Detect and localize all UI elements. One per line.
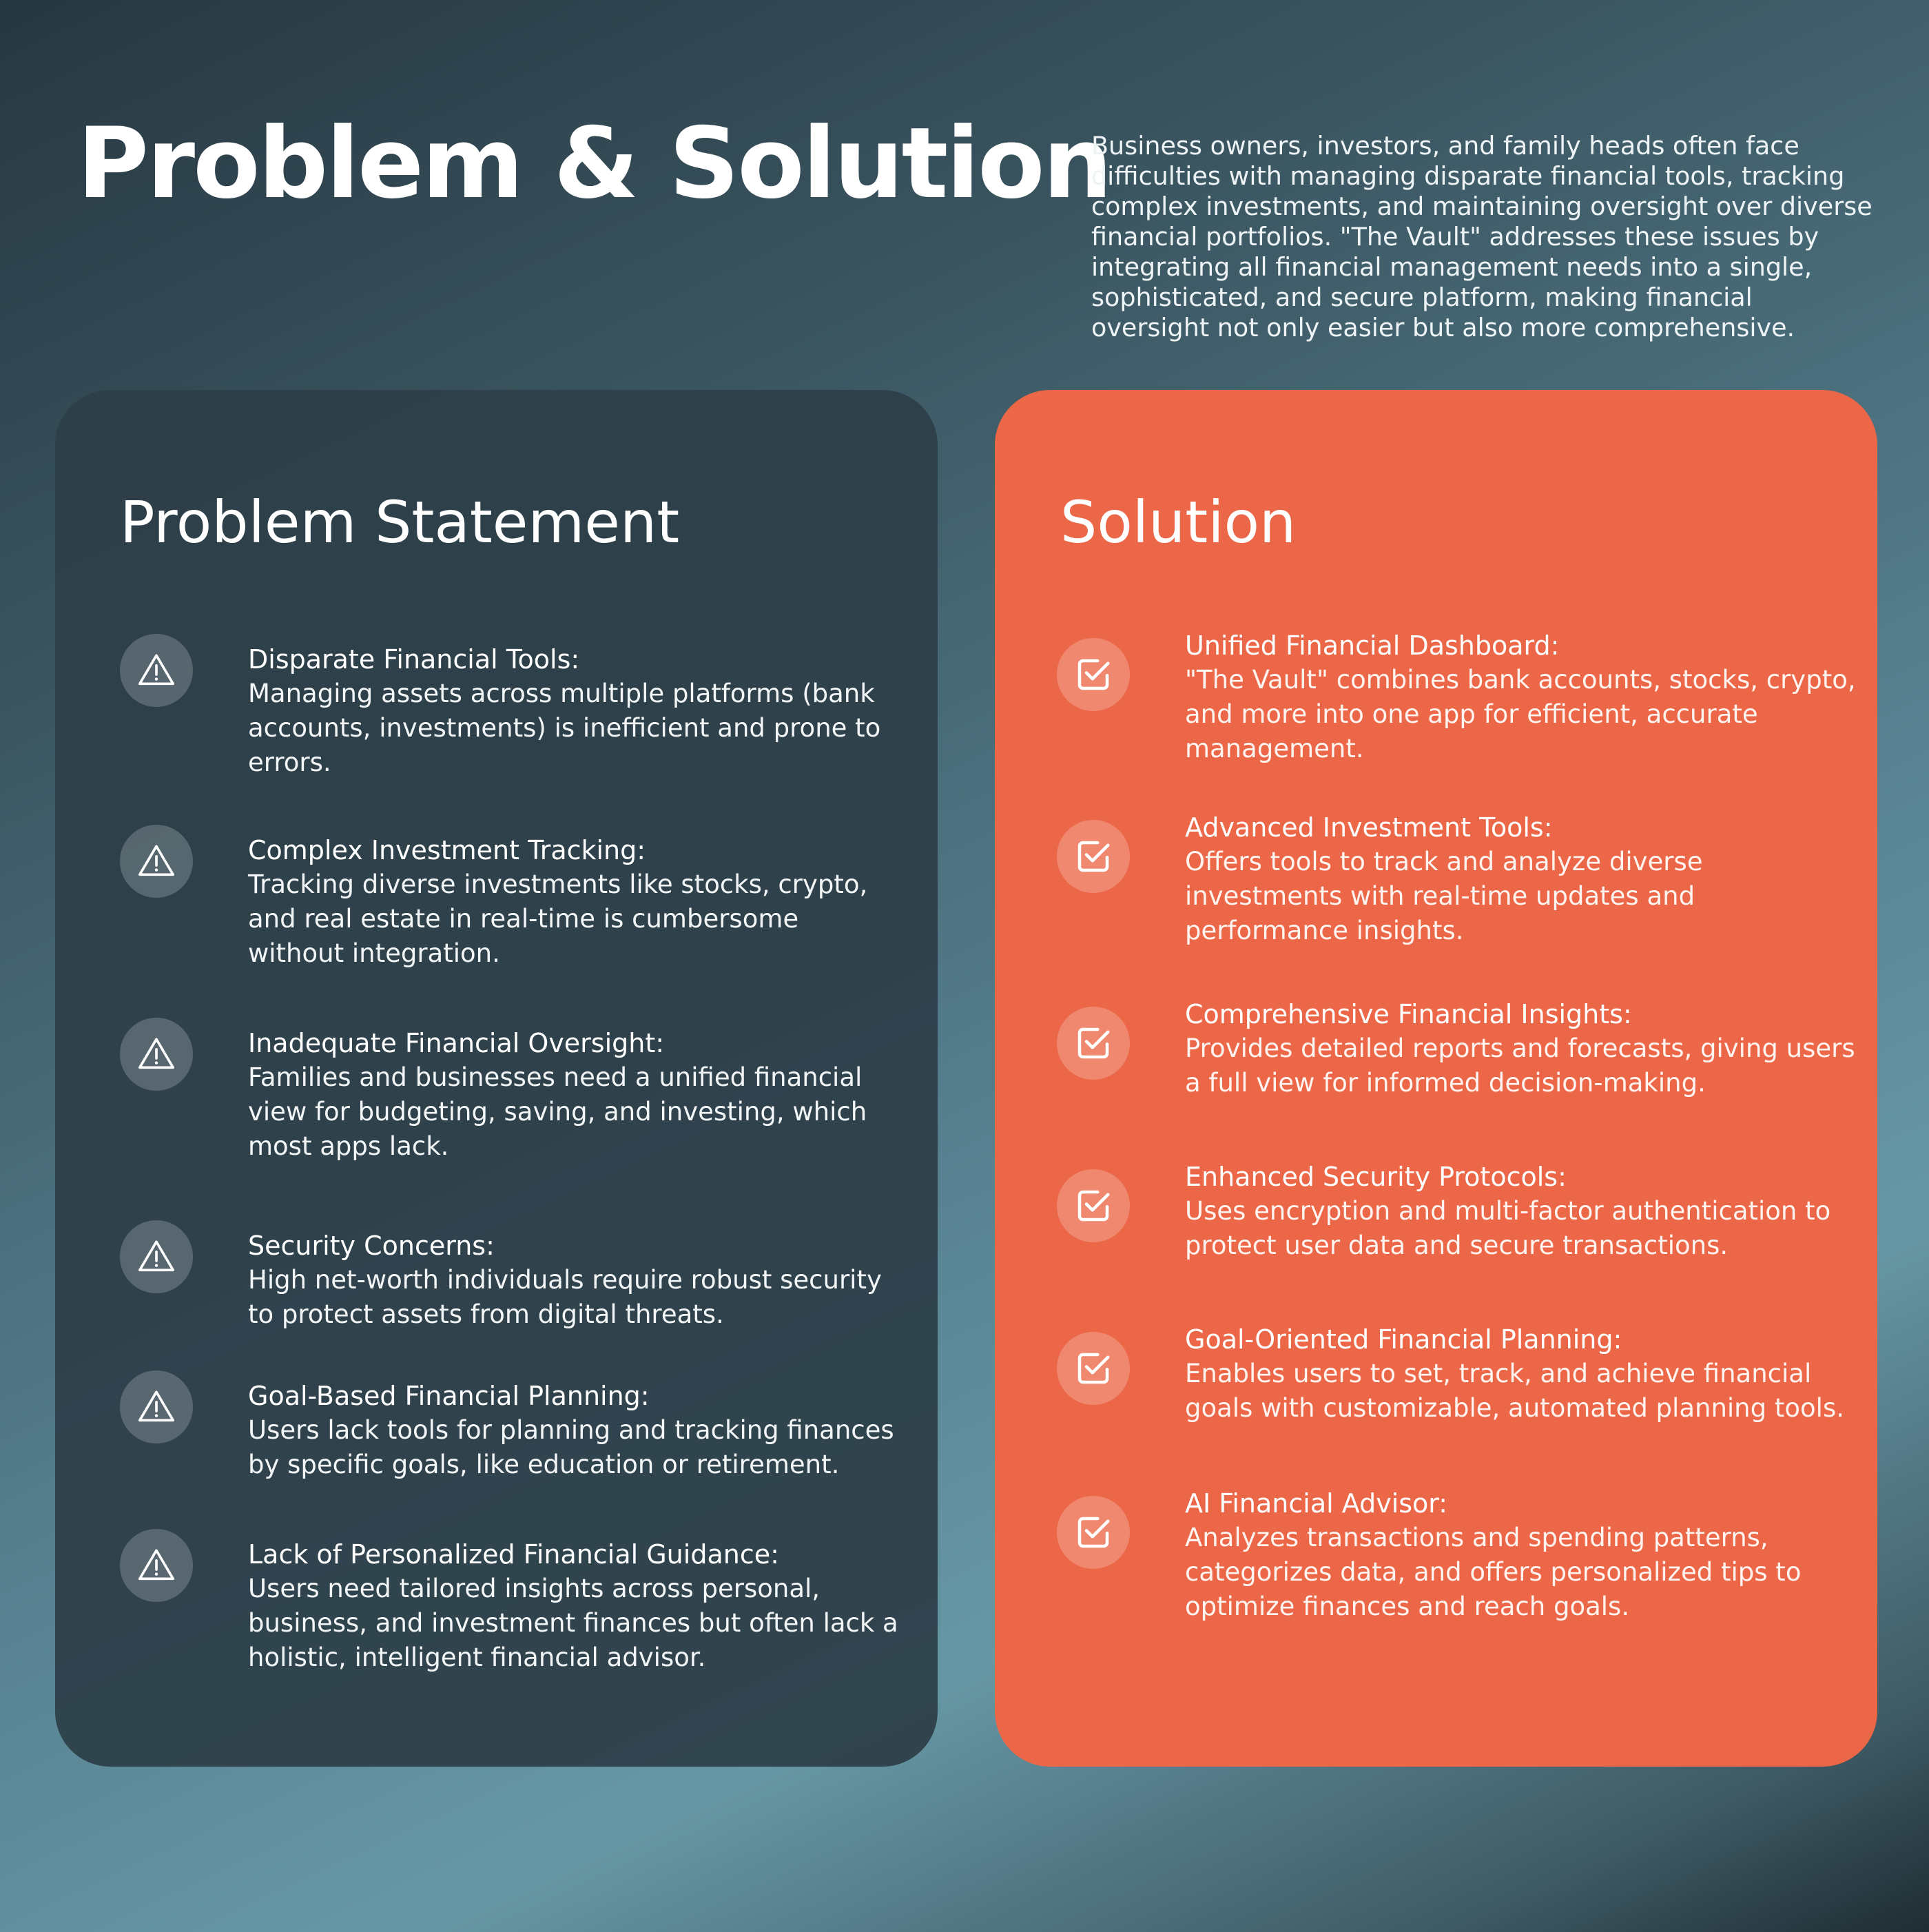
- problem-item-title: Complex Investment Tracking:: [248, 835, 646, 865]
- checkbox-check-icon: [1057, 638, 1130, 711]
- warning-triangle-icon: [120, 1220, 193, 1293]
- checkbox-check-icon: [1057, 1496, 1130, 1569]
- problem-item-title: Inadequate Financial Oversight:: [248, 1028, 665, 1058]
- warning-triangle-icon: [120, 1018, 193, 1091]
- problem-item-title: Goal-Based Financial Planning:: [248, 1381, 650, 1411]
- solution-item-title: Goal-Oriented Financial Planning:: [1185, 1324, 1622, 1355]
- problem-item-title: Security Concerns:: [248, 1231, 495, 1261]
- solution-item-title: Unified Financial Dashboard:: [1185, 630, 1560, 661]
- solution-item-title: Advanced Investment Tools:: [1185, 812, 1553, 843]
- warning-triangle-icon: [120, 825, 193, 898]
- intro-paragraph: Business owners, investors, and family heads often face difficulties with managing disparate financial tools, tracking complex investments, and maintaining oversight over diverse financial portfolios. "The Vault" addresses these issues by integrating all financial management needs into a single, sophisticated, and secure platform, making financial oversight not only easier but also more comprehensive.: [1091, 131, 1873, 342]
- solution-item-title: AI Financial Advisor:: [1185, 1488, 1448, 1519]
- checkbox-check-icon: [1057, 1169, 1130, 1242]
- problem-panel-title: Problem Statement: [120, 489, 680, 556]
- warning-triangle-icon: [120, 634, 193, 707]
- problem-panel: [55, 390, 938, 1767]
- problem-item-title: Lack of Personalized Financial Guidance:: [248, 1539, 779, 1570]
- problem-item-desc: Families and businesses need a unified financial view for budgeting, saving, and investing, which most apps lack.: [248, 1062, 867, 1161]
- solution-item-desc: Enables users to set, track, and achieve financial goals with customizable, automated planning tools.: [1185, 1359, 1844, 1423]
- solution-item-title: Comprehensive Financial Insights:: [1185, 999, 1632, 1029]
- solution-item-desc: Uses encryption and multi-factor authentication to protect user data and secure transactions.: [1185, 1196, 1831, 1260]
- solution-item-desc: Analyzes transactions and spending patterns, categorizes data, and offers personalized tips to optimize finances and reach goals.: [1185, 1523, 1802, 1621]
- solution-item-desc: "The Vault" combines bank accounts, stocks, crypto, and more into one app for efficient, accurate management.: [1185, 665, 1856, 763]
- solution-item-title: Enhanced Security Protocols:: [1185, 1162, 1567, 1192]
- checkbox-check-icon: [1057, 1007, 1130, 1080]
- problem-item-desc: High net-worth individuals require robust security to protect assets from digital threats.: [248, 1265, 882, 1329]
- solution-item-desc: Offers tools to track and analyze diverse investments with real-time updates and performance insights.: [1185, 847, 1703, 945]
- problem-item-desc: Tracking diverse investments like stocks, crypto, and real estate in real-time is cumbersome without integration.: [248, 870, 868, 968]
- page-title: Problem & Solution: [77, 107, 1111, 220]
- problem-item-desc: Managing assets across multiple platforms (bank accounts, investments) is inefficient and prone to errors.: [248, 679, 881, 777]
- problem-item-desc: Users lack tools for planning and tracking finances by specific goals, like education or retirement.: [248, 1415, 894, 1479]
- checkbox-check-icon: [1057, 1332, 1130, 1405]
- problem-item-title: Disparate Financial Tools:: [248, 644, 580, 675]
- solution-item-desc: Provides detailed reports and forecasts, giving users a full view for informed decision-making.: [1185, 1034, 1855, 1098]
- warning-triangle-icon: [120, 1370, 193, 1443]
- warning-triangle-icon: [120, 1529, 193, 1602]
- problem-item-desc: Users need tailored insights across personal, business, and investment finances but often lack a holistic, intelligent financial advisor.: [248, 1574, 898, 1672]
- solution-panel-title: Solution: [1060, 489, 1297, 556]
- solution-panel: [995, 390, 1877, 1767]
- checkbox-check-icon: [1057, 820, 1130, 893]
